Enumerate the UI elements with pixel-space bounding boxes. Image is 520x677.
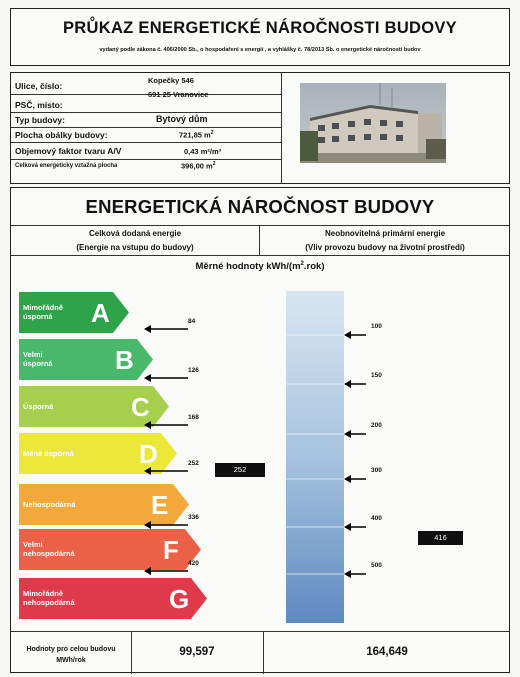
scale-value-150: 150 (371, 372, 382, 379)
envelope-value: 721,85 (179, 130, 202, 140)
class-limit-126: 126 (188, 367, 199, 374)
type-value: Bytový dům (156, 114, 208, 124)
class-limit-420: 420 (188, 560, 199, 567)
area-unit: m (206, 161, 213, 171)
area-label: Celková energeticky vztažná plocha (15, 163, 118, 169)
footer-label-2: MWh/rok (56, 657, 86, 664)
limit-pointer-arrow-icon (144, 567, 188, 575)
postcode-value: 691 25 Vranovice (148, 90, 209, 99)
info-row-postcode (11, 95, 281, 113)
primary-subheader: (Vliv provozu budovy na životní prostředí) (305, 243, 465, 252)
info-row-type (11, 113, 281, 128)
limit-pointer-arrow-icon (144, 421, 188, 429)
class-letter-a: A (91, 298, 110, 328)
building-info (10, 72, 510, 184)
limit-pointer-arrow-icon (144, 325, 188, 333)
limit-pointer-arrow-icon (144, 467, 188, 475)
units-exp: 2 (300, 261, 304, 267)
scale-value-500: 500 (371, 562, 382, 569)
class-limit-84: 84 (188, 318, 196, 325)
class-limit-168: 168 (188, 414, 199, 421)
scale-value-300: 300 (371, 467, 382, 474)
shape-unit: m²/m³ (200, 147, 222, 156)
delivered-total: 99,597 (179, 646, 215, 658)
class-letter-e: E (151, 490, 169, 520)
units-tail: .rok) (303, 261, 325, 273)
scale-pointer-arrow-icon (344, 430, 366, 438)
scale-pointer-arrow-icon (344, 570, 366, 578)
primary-energy-bar (286, 291, 344, 623)
delivered-energy-marker: 252 (215, 463, 265, 477)
info-row-envelope (11, 128, 281, 143)
envelope-unit: m (204, 130, 211, 140)
class-letter-d: D (139, 439, 158, 469)
class-label-e: Nehospodárná (23, 500, 76, 509)
envelope-label: Plocha obálky budovy: (15, 130, 108, 140)
units-label (11, 261, 509, 272)
primary-total: 164,649 (366, 646, 408, 658)
building-photo-cell (281, 73, 511, 183)
primary-header: Neobnovitelná primární energie (324, 229, 446, 238)
limit-pointer-arrow-icon (144, 374, 188, 382)
scale-value-400: 400 (371, 515, 382, 522)
energy-performance-title: ENERGETICKÁ NÁROČNOST BUDOVY (85, 196, 435, 217)
area-value: 396,00 (181, 161, 204, 171)
info-row-area (11, 160, 281, 174)
certificate-subtitle: vydaný podle zákona č. 406/2000 Sb., o hospodaření s energií , a vyhlášky č. 78/2013 Sb. o energetické náročnosti budov (99, 47, 421, 53)
scale-pointer-arrow-icon (344, 475, 366, 483)
class-label-d: Méně úsporná (23, 449, 74, 458)
area-unit-exp: 2 (212, 161, 216, 167)
class-letter-f: F (163, 535, 179, 565)
certificate-title: PRŮKAZ ENERGETICKÉ NÁROČNOSTI BUDOVY (63, 19, 457, 37)
footer-label-1: Hodnoty pro celou budovu (26, 646, 116, 653)
limit-pointer-arrow-icon (144, 521, 188, 529)
scale-pointer-arrow-icon (344, 523, 366, 531)
postcode-label: PSČ, místo: (15, 100, 63, 110)
class-label-g: Mimořádně nehospodárná (23, 589, 75, 607)
scale-value-100: 100 (371, 323, 382, 330)
scale-pointer-arrow-icon (344, 380, 366, 388)
shape-label: Objemový faktor tvaru A/V (15, 146, 122, 156)
info-row-shape (11, 143, 281, 160)
street-value: Kopečky 546 (148, 76, 194, 85)
class-label-c: Úsporná (23, 402, 54, 411)
shape-value: 0,43 (184, 147, 199, 156)
class-label-f: Velmi nehospodárná (23, 540, 75, 558)
scale-value-200: 200 (371, 422, 382, 429)
delivered-subheader: (Energie na vstupu do budovy) (76, 243, 194, 252)
certificate-header (10, 8, 510, 66)
scale-pointer-arrow-icon (344, 331, 366, 339)
class-label-a: Mimořádně úsporná (23, 303, 64, 321)
class-letter-c: C (131, 392, 150, 422)
envelope-unit-exp: 2 (210, 130, 214, 136)
type-label: Typ budovy: (15, 115, 65, 125)
class-limit-336: 336 (188, 514, 199, 521)
delivered-header: Celková dodaná energie (88, 229, 182, 238)
class-label-b: Velmi úsporná (23, 350, 53, 368)
class-limit-252: 252 (188, 460, 199, 467)
building-photo (300, 83, 446, 163)
class-letter-g: G (169, 584, 190, 614)
street-label: Ulice, číslo: (15, 81, 63, 91)
units-main: Měrné hodnoty kWh/(m (195, 261, 301, 273)
class-letter-b: B (115, 345, 134, 375)
primary-energy-marker: 416 (418, 531, 463, 545)
info-row-street (11, 73, 281, 99)
energy-performance-panel (10, 187, 510, 673)
